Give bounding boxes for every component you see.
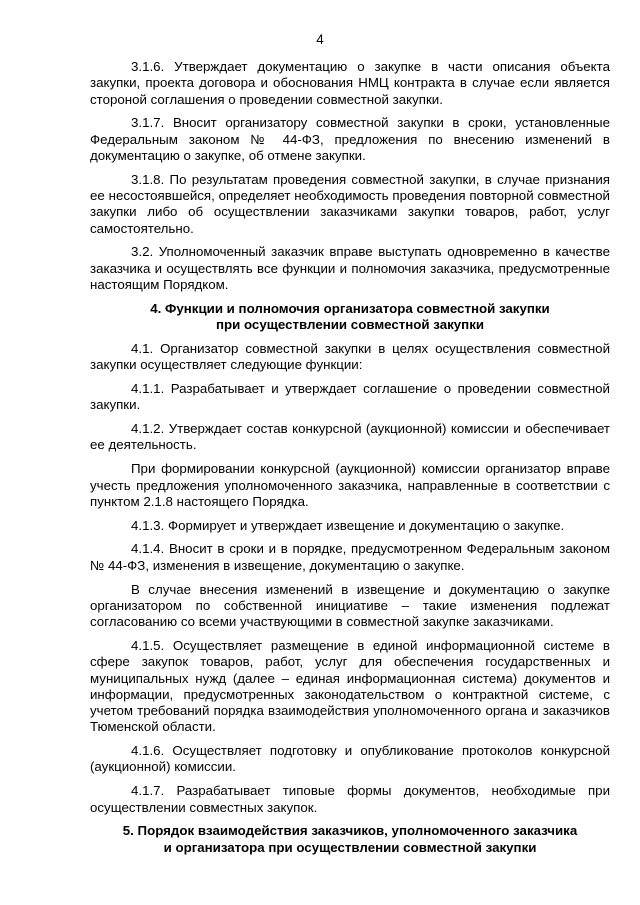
document-body — [90, 59, 610, 863]
paragraph: 4.1.3. Формирует и утверждает извещение и документацию о закупке. — [131, 517, 565, 533]
paragraph: 4.1.4. Вносит в сроки и в порядке, предусмотренном Федеральным законом № 44-ФЗ, изменения в извещение, документацию о закупке. — [90, 541, 610, 573]
paragraph: 3.2. Уполномоченный заказчик вправе выступать одновременно в качестве заказчика и осуществлять все функции и полномочия заказчика, предусмотренные настоящим Порядком. — [90, 244, 610, 293]
section-heading-line: при осуществлении совместной закупки — [215, 317, 485, 333]
section-heading — [90, 301, 610, 334]
paragraph: При формировании конкурсной (аукционной) комиссии организатор вправе учесть предложения уполномоченного заказчика, направленные в соответствии с пунктом 2.1.8 настоящего Порядка. — [90, 461, 610, 509]
paragraph: 4.1.5. Осуществляет размещение в единой информационной системе в сфере закупок товаров, работ, услуг для обеспечения государственных и муниципальных нужд (далее – единая информационная система) документов и информации, предусмотренных законодательством о контрактной системе, с учетом требований порядка взаимодействия уполномоченного органа и заказчиков Тюменской области. — [90, 637, 610, 735]
paragraph: 3.1.6. Утверждает документацию о закупке в части описания объекта закупки, проекта договора и обоснования НМЦ контракта в случае если является стороной соглашения о проведении совместной закупки. — [90, 59, 610, 107]
section-heading-line: 4. Функции и полномочия организатора совместной закупки — [150, 300, 550, 316]
paragraph: 4.1.1. Разрабатывает и утверждает соглашение о проведении совместной закупки. — [90, 381, 610, 413]
section-heading — [90, 823, 610, 856]
paragraph: 4.1. Организатор совместной закупки в целях осуществления совместной закупки осуществляет следующие функции: — [90, 340, 610, 373]
paragraph: 4.1.6. Осуществляет подготовку и опубликование протоколов конкурсной (аукционной) комиссии. — [90, 743, 610, 775]
section-heading-line: и организатора при осуществлении совместной закупки — [163, 839, 537, 855]
section-heading-line: 5. Порядок взаимодействия заказчиков, уполномоченного заказчика — [122, 823, 578, 839]
page-number: 4 — [316, 32, 324, 47]
paragraph: 3.1.7. Вносит организатору совместной закупки в сроки, установленные Федеральным законом № 44-ФЗ, предложения по внесению изменений в документацию о закупке, об отмене закупки. — [90, 115, 610, 163]
paragraph: 4.1.7. Разрабатывает типовые формы документов, необходимые при осуществлении совместных закупок. — [90, 783, 610, 815]
paragraph: В случае внесения изменений в извещение и документацию о закупке организатором по собственной инициативе – такие изменения подлежат согласованию со всеми участвующими в совместной закупке заказчиками. — [90, 581, 610, 630]
paragraph: 4.1.2. Утверждает состав конкурсной (аукционной) комиссии и обеспечивает ее деятельность. — [90, 421, 610, 453]
paragraph: 3.1.8. По результатам проведения совместной закупки, в случае признания ее несостоявшейся, определяет необходимость проведения повторной совместной закупки либо об осуществлении заказчиками закупки товаров, работ, услуг самостоятельно. — [90, 171, 610, 236]
